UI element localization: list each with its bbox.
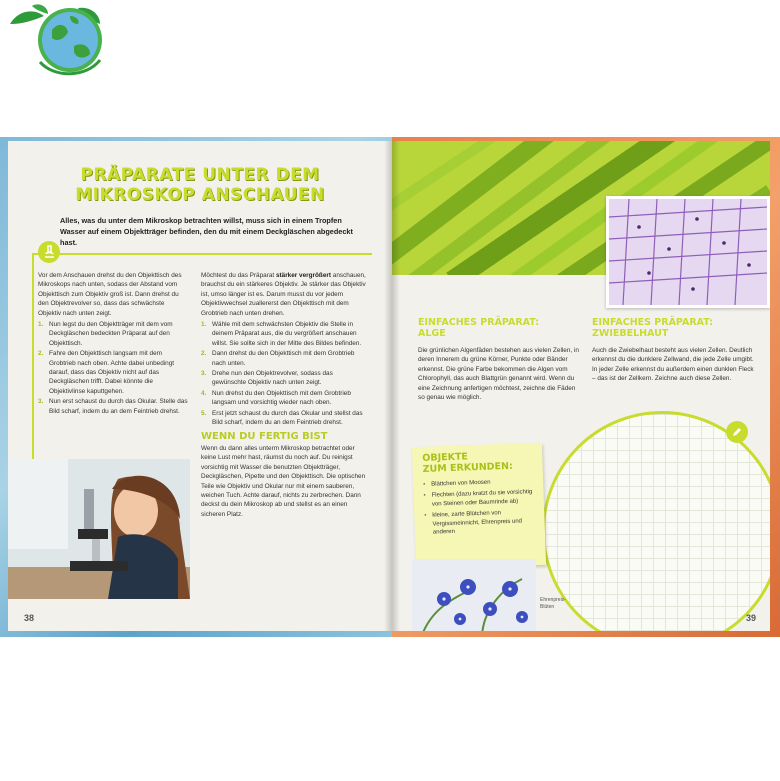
alge-heading-line-2: ALGE bbox=[418, 328, 446, 339]
step-item bbox=[38, 349, 188, 396]
alge-heading bbox=[418, 317, 568, 339]
page-number: 38 bbox=[24, 613, 35, 623]
done-text: Wenn du dann alles unterm Mikroskop betrachtet oder keine Lust mehr hast, räumst du noch auf. Du reinigst vorsichtig mit Wasser die benutzten Objektträger, Deckgläschen, Pipette und den Objekttisch. Die optischen Teile wie Objektiv und Okular nur mit einem sauberen, weichen Tuch. Achte darauf, nichts zu zerbrechen. Dann deckst du dein Mikroskop ab und stellst es an einen sicheren Platz. bbox=[201, 444, 366, 518]
step-text: Wähle mit dem schwächsten Objektiv die Stelle in deinem Präparat aus, die du vergrößert anschauen willst. Sie sollte sich in der Mitte des Bildes befinden. bbox=[212, 321, 362, 347]
page-number: 39 bbox=[745, 613, 756, 623]
onion-skin-micrograph-photo bbox=[606, 196, 770, 308]
list-item: • Blättchen von Moosen bbox=[423, 477, 537, 489]
step-text: Nun erst schaust du durch das Okular. Stelle das Bild scharf, indem du an dem Feintrieb drehst. bbox=[49, 398, 188, 415]
step-text: Drehe nun den Objektrevolver, sodass das gewünschte Objektiv nach unten zeigt. bbox=[212, 370, 333, 387]
page-title bbox=[8, 165, 392, 205]
step-item bbox=[201, 320, 366, 348]
page-39 bbox=[392, 141, 770, 631]
objects-list bbox=[423, 477, 539, 540]
intro-text: Alles, was du unter dem Mikroskop betrachten willst, muss sich in einem Tropfen Wasser auf einem Objektträger befinden, den du mit einem Deckgläschen abgedeckt hast. bbox=[60, 216, 353, 247]
microscope-icon bbox=[38, 241, 60, 263]
step-number: 4. bbox=[201, 389, 207, 397]
step-text: Erst jetzt schaust du durch das Okular und stellst das Bild scharf, indem du an dem Feintrieb drehst. bbox=[212, 409, 363, 427]
flower-caption bbox=[540, 597, 566, 611]
page-38 bbox=[8, 141, 392, 631]
step-number: 1. bbox=[38, 321, 44, 329]
step-text: Nun legst du den Objektträger mit dem vom Deckgläschen bedeckten Präparat auf den Objekttisch. bbox=[49, 321, 173, 347]
zwiebel-heading-line-1: EINFACHES PRÄPARAT: bbox=[592, 317, 714, 328]
step-number: 5. bbox=[201, 409, 207, 417]
step-item bbox=[201, 409, 366, 428]
zwiebelhaut-text: Auch die Zwiebelhaut besteht aus vielen Zellen. Deutlich erkennst du die dunklere Zellwand, die jede Zelle umgibt. In jeder Zelle erkennst du außerdem einen dunklen Fleck – das ist der Zellkern. Zeichne auch diese Zellen. bbox=[592, 347, 754, 383]
step-number: 1. bbox=[201, 321, 207, 329]
girl-with-microscope-photo bbox=[8, 459, 190, 599]
step-number: 3. bbox=[38, 398, 44, 406]
step-number: 2. bbox=[38, 350, 44, 358]
alge-text: Die grünlichen Algenfäden bestehen aus vielen Zellen, in deren Innerem du grüne Körner, Punkte oder Bänder erkennst. Die grüne Farbe bekommen die Algen vom Chlorophyll, das auch Blattgrün genannt wird. Wenn du eine Zeichnung anfertigen möchtest, zeichne die Fäden so genau wie möglich. bbox=[418, 347, 579, 402]
step-item bbox=[201, 369, 366, 388]
note-title-line-1: OBJEKTE bbox=[422, 451, 469, 464]
globe-leaf-logo bbox=[4, 2, 104, 78]
alge-heading-line-1: EINFACHES PRÄPARAT: bbox=[418, 317, 540, 328]
step-number: 3. bbox=[201, 370, 207, 378]
magnification-intro bbox=[201, 271, 366, 318]
done-heading: WENN DU FERTIG BIST bbox=[201, 430, 328, 442]
instructions-column-2 bbox=[201, 271, 366, 521]
book-gutter bbox=[384, 141, 400, 631]
note-title-line-2: ZUM ERKUNDEN: bbox=[422, 460, 513, 475]
instructions-column-1 bbox=[38, 271, 188, 417]
step-text: Dann drehst du den Objekttisch mit dem Grobtrieb nach unten. bbox=[212, 350, 355, 367]
flower-caption-line-1: Ehrenpreis- bbox=[540, 597, 566, 603]
open-book bbox=[0, 137, 780, 637]
page-title-line-2: MIKROSKOP ANSCHAUEN bbox=[75, 185, 325, 205]
step-item bbox=[38, 397, 188, 416]
zwiebel-heading-line-2: ZWIEBELHAUT bbox=[592, 328, 669, 339]
intro-bold: stärker vergrößert bbox=[275, 272, 332, 279]
drawing-circle[interactable] bbox=[542, 411, 770, 631]
step-text: Fahre den Objekttisch langsam mit dem Grobtrieb nach oben. Achte dabei unbedingt darauf, dass das Objektiv nicht auf das Deckgläschen trifft. Dabei könnte die Objektivlinse kaputtgehen. bbox=[49, 350, 175, 395]
step-item bbox=[201, 389, 366, 408]
list-item: • Flechten (dazu kratzt du sie vorsichtig von Steinen oder Baumrinde ab) bbox=[423, 488, 538, 509]
flower-caption-line-2: Blüten bbox=[540, 604, 555, 610]
note-title bbox=[422, 450, 513, 475]
step-number: 2. bbox=[201, 350, 207, 358]
zwiebelhaut-heading bbox=[592, 317, 742, 339]
list-item: • kleine, zarte Blütchen von Vergissmeinnicht, Ehrenpreis und anderen bbox=[424, 508, 539, 537]
pencil-icon bbox=[726, 421, 748, 443]
intro-part: Möchtest du das Präparat bbox=[201, 272, 276, 279]
step-item bbox=[38, 320, 188, 348]
instructions-intro: Vor dem Anschauen drehst du den Objekttisch des Mikroskops nach unten, sodass der Abstand vom Objekttisch zum Objektiv groß ist. Dann drehst du den Objektrevolver so, dass das schwächste Objektiv nach unten zeigt. bbox=[38, 272, 182, 317]
sticky-note bbox=[412, 443, 546, 569]
steps-list-1 bbox=[38, 320, 188, 416]
step-item bbox=[201, 349, 366, 368]
steps-list-2 bbox=[201, 320, 366, 427]
intro-part: anschauen, brauchst du ein stärkeres Objektiv. Je stärker das Objektiv ist, umso länger ist es. Darum musst du vor jedem Objektivwechsel zuallererst den Objekttisch mit dem Grobtrieb nach unten drehen. bbox=[201, 272, 366, 317]
step-text: Nun drehst du den Objekttisch mit dem Grobtrieb langsam und vorsichtig wieder nach oben. bbox=[212, 389, 351, 407]
page-title-line-1: PRÄPARATE UNTER DEM bbox=[80, 165, 320, 185]
speedwell-flowers-photo bbox=[412, 559, 536, 631]
